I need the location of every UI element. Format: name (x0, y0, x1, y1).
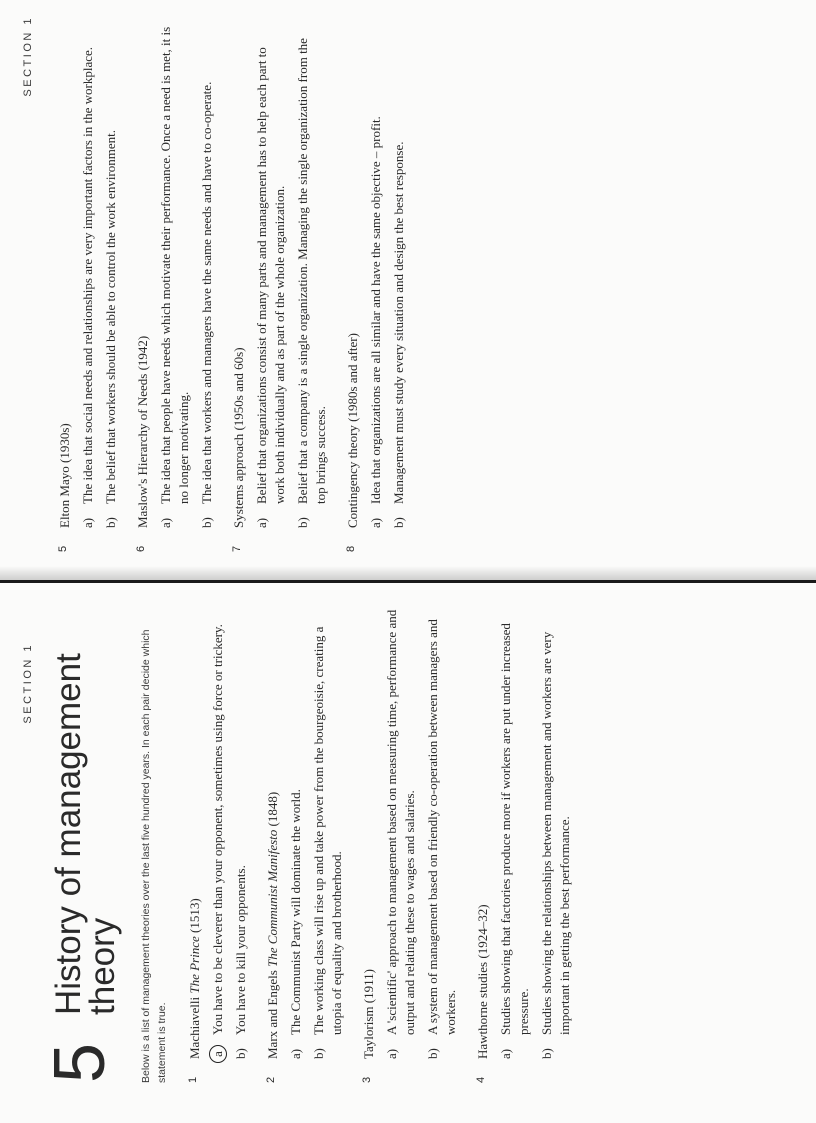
option-a[interactable] (383, 603, 419, 1059)
option-text: The idea that social needs and relationships are very important factors in the workplace. (80, 47, 95, 504)
option-letter: a) (254, 517, 269, 528)
question-item (56, 22, 120, 552)
option-letter: b) (539, 1048, 554, 1059)
question-number: 4 (475, 1076, 487, 1083)
option-text: You have to kill your opponents. (233, 865, 248, 1035)
option-text: The idea that people have needs which motivate their performance. Once a need is met, it is no longer motivating. (158, 26, 191, 504)
heading-italic: The Prince (187, 936, 202, 994)
option-letter: a) (288, 1048, 303, 1059)
question-item (264, 603, 346, 1083)
option-text: Management must study every situation and design the best response. (391, 141, 406, 504)
option-text: Studies showing the relationships between management and workers are very important in getting the best performance. (539, 631, 572, 1035)
question-heading: Hawthorne studies (1924–32) (475, 904, 490, 1059)
option-b[interactable] (102, 22, 120, 528)
option-b[interactable] (538, 603, 574, 1059)
left-page (0, 583, 816, 1123)
question-list (186, 603, 588, 1083)
question-item (344, 22, 408, 552)
heading-date: (1848) (265, 791, 280, 830)
option-letter: b) (233, 1048, 248, 1059)
unit-number: 5 (40, 1042, 120, 1083)
question-number: 6 (135, 545, 147, 552)
question-number: 3 (361, 1076, 373, 1083)
option-a[interactable] (497, 603, 533, 1059)
question-item (360, 603, 460, 1083)
option-b[interactable] (310, 603, 346, 1059)
option-letter: a) (368, 517, 383, 528)
circled-answer-mark: a (209, 1045, 227, 1063)
option-b[interactable] (294, 22, 330, 528)
question-heading (186, 603, 204, 1059)
option-letter: a) (384, 1048, 399, 1059)
option-letter: b) (199, 517, 214, 528)
option-letter: b) (311, 1048, 326, 1059)
option-text: The working class will rise up and take power from the bourgeoisie, creating a utopia of equality and brotherhood. (311, 626, 344, 1035)
section-label: SECTION 1 (22, 16, 34, 97)
option-text: A system of management based on friendly co-operation between managers and workers. (425, 619, 458, 1035)
question-item (134, 22, 216, 552)
intro-text: Below is a list of management theories over the last five hundred years. In each pair decide which statement is true. (140, 629, 168, 1083)
spine-shadow (0, 566, 816, 580)
question-heading: Elton Mayo (1930s) (57, 423, 72, 528)
option-letter: b) (103, 517, 118, 528)
heading-text: Marx and Engels (265, 966, 280, 1059)
heading-text: Machiavelli (187, 993, 202, 1059)
option-letter: a) (498, 1048, 513, 1059)
question-number: 8 (345, 545, 357, 552)
question-heading: Systems approach (1950s and 60s) (231, 347, 246, 528)
option-a[interactable] (367, 22, 385, 528)
question-heading: Taylorism (1911) (361, 969, 376, 1059)
option-b[interactable] (424, 603, 460, 1059)
question-number: 5 (57, 545, 69, 552)
question-item (186, 603, 250, 1083)
section-label: SECTION 1 (22, 643, 34, 724)
question-heading: Contingency theory (1980s and after) (345, 333, 360, 528)
option-letter: a) (80, 517, 95, 528)
option-text: Studies showing that factories produce more if workers are put under increased pressure. (498, 623, 531, 1035)
option-text: Belief that a company is a single organization. Managing the single organization from the top brings success. (295, 38, 328, 504)
option-text: The idea that workers and managers have the same needs and have to co-operate. (199, 81, 214, 504)
option-a[interactable] (253, 22, 289, 528)
heading-italic: The Communist Manifesto (265, 829, 280, 967)
option-b[interactable] (232, 603, 250, 1059)
option-text: Belief that organizations consist of many parts and management has to help each part to work both individually and as part of the whole organization. (254, 47, 287, 504)
option-a[interactable] (209, 603, 227, 1059)
option-letter: b) (391, 517, 406, 528)
heading-date: (1513) (187, 898, 202, 937)
question-heading: Maslow's Hierarchy of Needs (1942) (135, 335, 150, 528)
option-text: Idea that organizations are all similar and have the same objective – profit. (368, 116, 383, 504)
option-b[interactable] (390, 22, 408, 528)
question-item (474, 603, 574, 1083)
question-list (56, 22, 422, 552)
option-letter: a) (158, 517, 173, 528)
option-a[interactable] (157, 22, 193, 528)
page-title: History of management theory (49, 653, 122, 1015)
option-a[interactable] (287, 603, 305, 1059)
question-item (230, 22, 330, 552)
option-letter: b) (295, 517, 310, 528)
option-text: You have to be cleverer than your opponent, sometimes using force or trickery. (210, 624, 225, 1035)
option-letter: b) (425, 1048, 440, 1059)
option-text: A 'scientific' approach to management based on measuring time, performance and output and relating these to wages and salaries. (384, 609, 417, 1035)
option-b[interactable] (198, 22, 216, 528)
option-text: The Communist Party will dominate the world. (288, 789, 303, 1035)
option-text: The belief that workers should be able to control the work environment. (103, 129, 118, 504)
question-number: 7 (231, 545, 243, 552)
question-number: 2 (265, 1076, 277, 1083)
question-number: 1 (187, 1076, 199, 1083)
question-heading (264, 603, 282, 1059)
option-a[interactable] (79, 22, 97, 528)
unit-header (40, 603, 150, 1083)
